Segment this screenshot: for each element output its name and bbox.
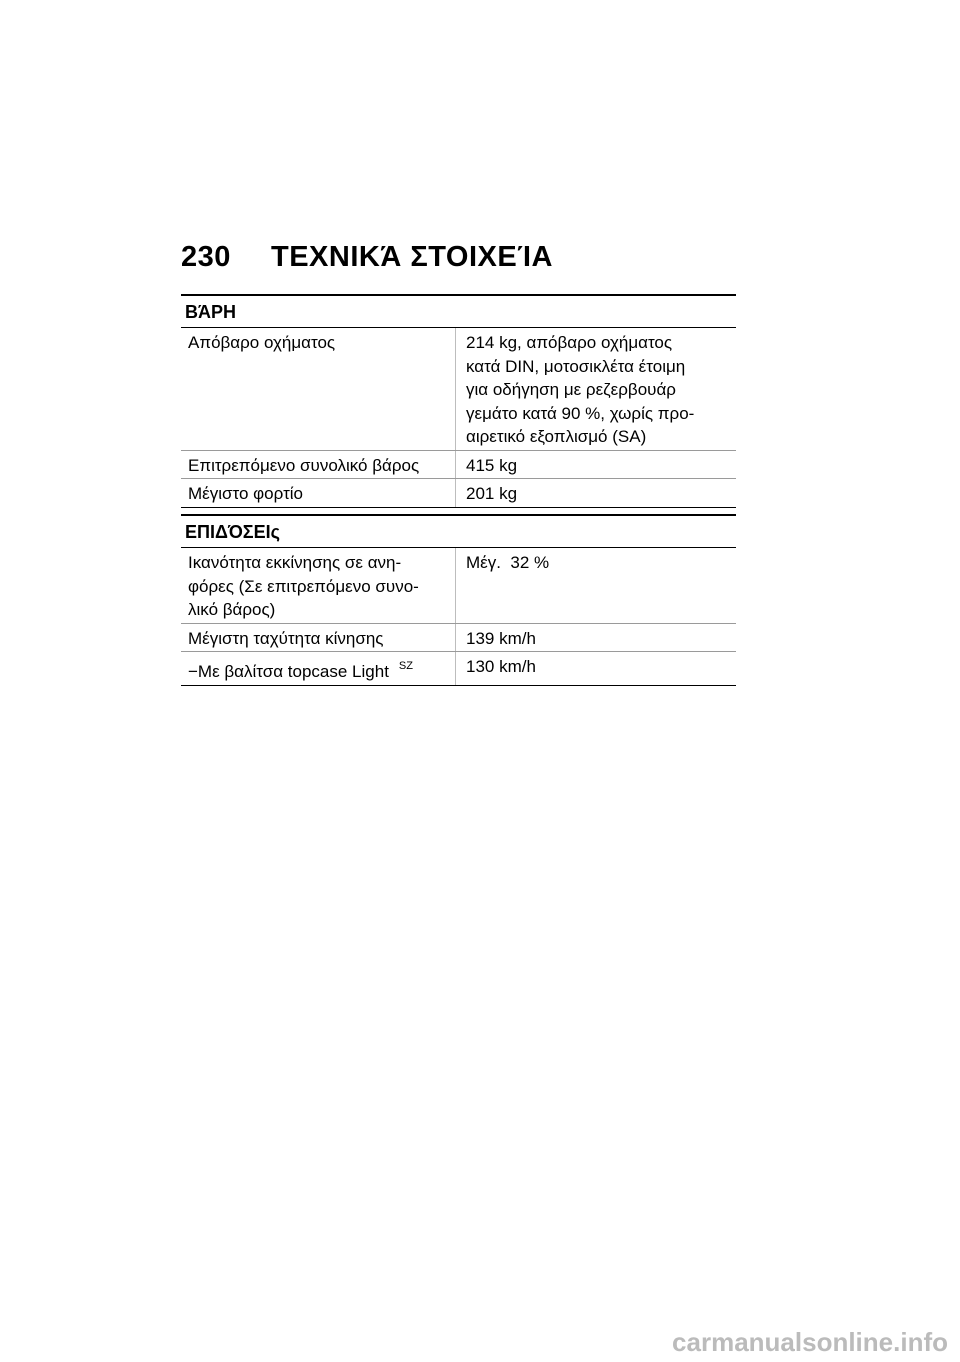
row-label-text: −Με βαλίτσα topcase Light (188, 662, 389, 681)
row-label: Ικανότητα εκκίνησης σε ανη- φόρες (Σε επιτρεπόμενο συνο- λικό βάρος) (188, 553, 419, 619)
weights-section (181, 294, 736, 508)
row-label: Μέγιστη ταχύτητα κίνησης (188, 628, 384, 648)
table-row (181, 652, 736, 686)
page-number: 230 (181, 241, 231, 273)
page-title: ΤΕΧΝΙΚΆ ΣΤΟΙΧΕΊΑ (271, 241, 553, 273)
section-title-performance: ΕΠΙΔΌΣΕΙς (181, 514, 736, 548)
row-label: Απόβαρο οχήματος (188, 333, 336, 352)
row-value: 214 kg, απόβαρο οχήματος κατά DIN, μοτοσικλέτα έτοιμη για οδήγηση με ρεζερβουάρ γεμάτο κατά 90 %, χωρίς προ- αιρετικό εξοπλισμό (SA) (455, 328, 736, 450)
row-label: Μέγιστο φορτίο (188, 484, 304, 503)
superscript-note: SZ (398, 660, 413, 672)
row-value: 415 kg (455, 451, 736, 479)
table-row (181, 624, 736, 653)
table-row (181, 328, 736, 451)
row-label (181, 652, 455, 685)
table-row (181, 451, 736, 480)
row-value: 201 kg (455, 479, 736, 507)
table-row (181, 548, 736, 624)
performance-section (181, 514, 736, 686)
row-value: 130 km/h (455, 652, 736, 685)
page-header (181, 241, 553, 274)
row-value: 139 km/h (455, 624, 736, 652)
table-row (181, 479, 736, 508)
row-value: Μέγ. 32 % (455, 548, 736, 623)
watermark: carmanualsonline.info (672, 1327, 948, 1357)
section-title-weights: ΒΆΡΗ (181, 294, 736, 328)
row-label: Επιτρεπόμενο συνολικό βάρος (188, 455, 420, 475)
